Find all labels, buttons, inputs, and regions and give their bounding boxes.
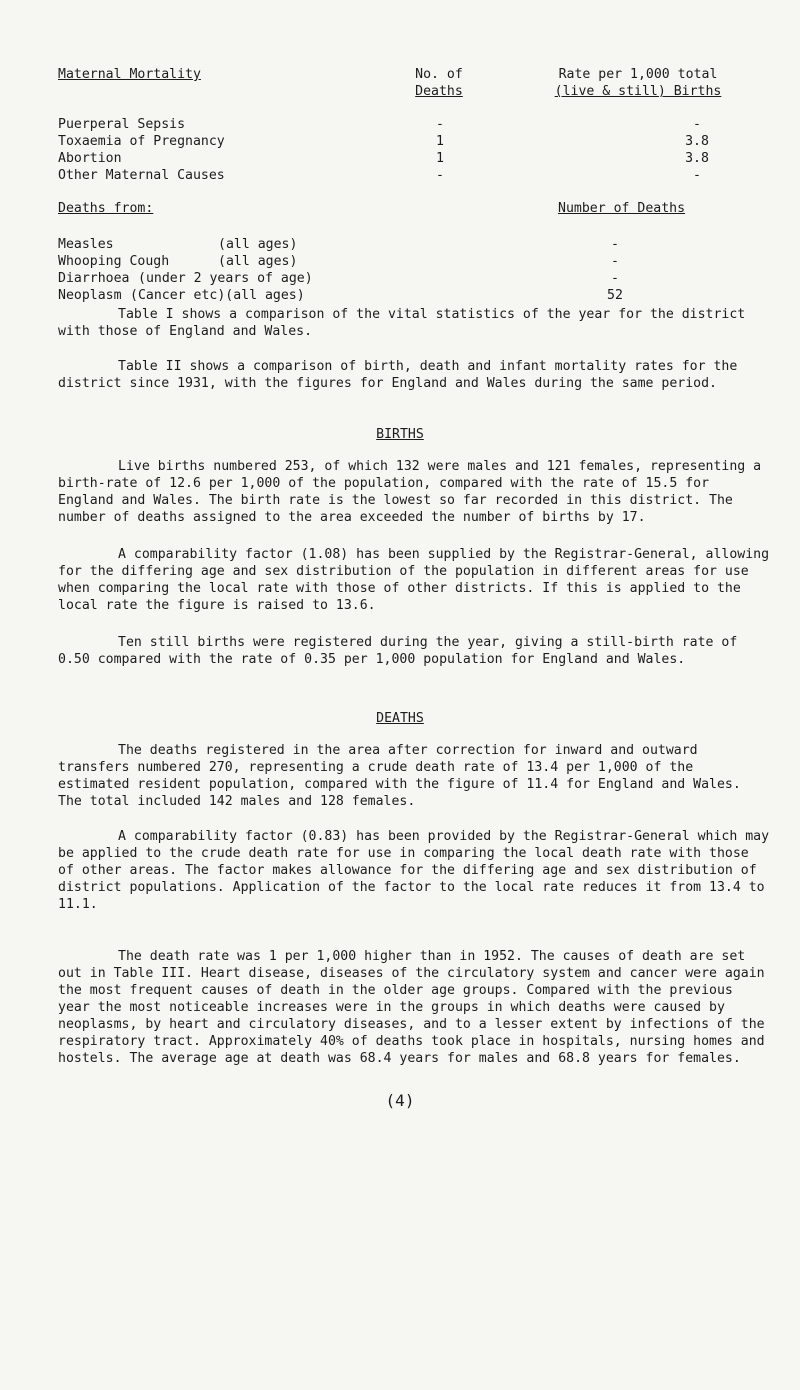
maternal-heading: Maternal Mortality (58, 67, 201, 82)
deaths-from-row-label: Diarrhoea (58, 271, 130, 286)
deaths-from-col-heading: Number of Deaths (558, 201, 686, 216)
deaths-from-row-label: Whooping Cough (58, 254, 170, 269)
births-paragraph-1: Live births numbered 253, of which 132 were males and 121 females, representing a birth-rate of 12.6 per 1,000 of the population, compared with the rate of 15.5 for England and Wales. The birth rate is the lowest so far recorded in this district. The number of deaths assigned to the area exceeded the number of births by 17. (58, 459, 762, 525)
maternal-row-deaths: - (436, 168, 444, 183)
page-number: (4) (385, 1091, 415, 1110)
deaths-from-row-value: 52 (607, 288, 623, 303)
maternal-row-rate: - (693, 117, 701, 132)
deaths-paragraph-2: A comparability factor (0.83) has been provided by the Registrar-General which may be applied to the crude death rate for use in comparing the local death rate with those of other areas. The factor makes allowance for the differing age and sex distribution of district populations. Application of the factor to the local rate reduces it from 13.4 to 11.1. (58, 829, 770, 912)
deaths-from-row-value: - (611, 254, 619, 269)
deaths-from-row-qualifier: (Cancer etc)(all ages) (130, 288, 305, 303)
deaths-from-row-qualifier: (all ages) (218, 254, 298, 269)
table2-paragraph: Table II shows a comparison of birth, death and infant mortality rates for the district since 1931, with the figures for England and Wales during the same period. (58, 359, 738, 391)
deaths-from-row-qualifier: (under 2 years of age) (138, 271, 313, 286)
deaths-from-row-label: Neoplasm (58, 288, 122, 303)
maternal-col-deaths (394, 66, 484, 100)
maternal-row-rate: - (693, 168, 701, 183)
maternal-col-deaths-line2: Deaths (415, 84, 463, 99)
deaths-heading: DEATHS (376, 711, 424, 726)
deaths-from-row-label: Measles (58, 237, 114, 252)
maternal-row-deaths: 1 (436, 134, 444, 149)
maternal-row-label: Puerperal Sepsis (58, 117, 186, 132)
maternal-col-rate-line2: (live & still) Births (554, 84, 722, 99)
deaths-paragraph-1: The deaths registered in the area after correction for inward and outward transfers numbered 270, representing a crude death rate of 13.4 per 1,000 of the estimated resident population, compared with the figure of 11.4 for England and Wales. The total included 142 males and 128 females. (58, 743, 741, 809)
maternal-row-deaths: - (436, 117, 444, 132)
deaths-from-row-value: - (611, 237, 619, 252)
maternal-row-label: Toxaemia of Pregnancy (58, 134, 225, 149)
births-paragraph-2: A comparability factor (1.08) has been supplied by the Registrar-General, allowing for the differing age and sex distribution of the population in different areas for use when comparing the local rate with those of other districts. If this is applied to the local rate the figure is raised to 13.6. (58, 547, 770, 613)
maternal-row-rate: 3.8 (685, 151, 709, 166)
deaths-from-row-value: - (611, 271, 619, 286)
maternal-row-deaths: 1 (436, 151, 444, 166)
maternal-row-label: Other Maternal Causes (58, 168, 225, 183)
births-paragraph-3: Ten still births were registered during the year, giving a still-birth rate of 0.50 compared with the rate of 0.35 per 1,000 population for England and Wales. (58, 635, 738, 667)
table1-paragraph: Table I shows a comparison of the vital statistics of the year for the district with those of England and Wales. (58, 307, 746, 339)
deaths-paragraph-3: The death rate was 1 per 1,000 higher than in 1952. The causes of death are set out in Table III. Heart disease, diseases of the circulatory system and cancer were again the most frequent causes of death in the older age groups. Compared with the previous year the most noticeable increases were in the groups in which deaths were caused by neoplasms, by heart and circulatory diseases, and to a lesser extent by infections of the respiratory tract. Approximately 40% of deaths took place in hospitals, nursing homes and hostels. The average age at death was 68.4 years for males and 68.8 years for females. (58, 949, 765, 1066)
maternal-col-deaths-line1: No. of (415, 67, 463, 82)
maternal-col-rate (528, 66, 748, 100)
deaths-from-row-qualifier: (all ages) (218, 237, 298, 252)
births-heading: BIRTHS (376, 427, 424, 442)
maternal-col-rate-line1: Rate per 1,000 total (558, 67, 718, 82)
maternal-row-label: Abortion (58, 151, 122, 166)
maternal-row-rate: 3.8 (685, 134, 709, 149)
deaths-from-heading: Deaths from: (58, 201, 154, 216)
